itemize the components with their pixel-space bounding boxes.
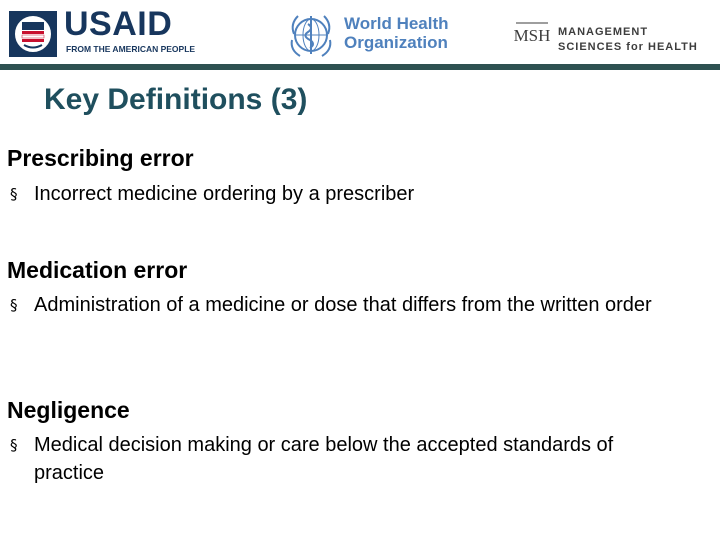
definition-row-prescribing-error: [10, 180, 670, 208]
who-name-line1: World Health: [344, 14, 449, 33]
definition-row-negligence: [10, 431, 670, 487]
definition-text-medication-error: Administration of a medicine or dose that differs from the written order: [34, 294, 652, 316]
bullet-icon: §: [10, 436, 18, 454]
msh-name-line2: SCIENCES for HEALTH: [558, 41, 698, 53]
who-name-line2: Organization: [344, 33, 448, 52]
usaid-tagline: FROM THE AMERICAN PEOPLE: [66, 44, 196, 54]
who-emblem-icon: [286, 10, 336, 60]
logo-bar: [0, 0, 720, 64]
usaid-logo: [8, 5, 196, 58]
definition-term-prescribing-error: Prescribing error: [7, 145, 194, 171]
msh-logo: [510, 8, 698, 58]
msh-name-line1: MANAGEMENT: [558, 26, 649, 38]
definition-text-negligence: Medical decision making or care below the accepted standards of practice: [34, 434, 614, 484]
definition-term-medication-error: Medication error: [7, 257, 188, 283]
who-logo: [286, 8, 449, 58]
definition-term-negligence: Negligence: [7, 397, 130, 423]
definition-text-prescribing-error: Incorrect medicine ordering by a prescriber: [34, 183, 415, 205]
usaid-seal-icon: [8, 10, 58, 58]
slide-title: Key Definitions (3): [44, 83, 308, 116]
header-rule: [0, 64, 720, 70]
svg-text:MSH: MSH: [513, 26, 551, 45]
usaid-wordmark: USAID: [64, 5, 173, 43]
bullet-icon: §: [10, 185, 18, 203]
msh-mark-icon: [510, 14, 554, 54]
definition-row-medication-error: [10, 291, 670, 319]
bullet-icon: §: [10, 296, 18, 314]
